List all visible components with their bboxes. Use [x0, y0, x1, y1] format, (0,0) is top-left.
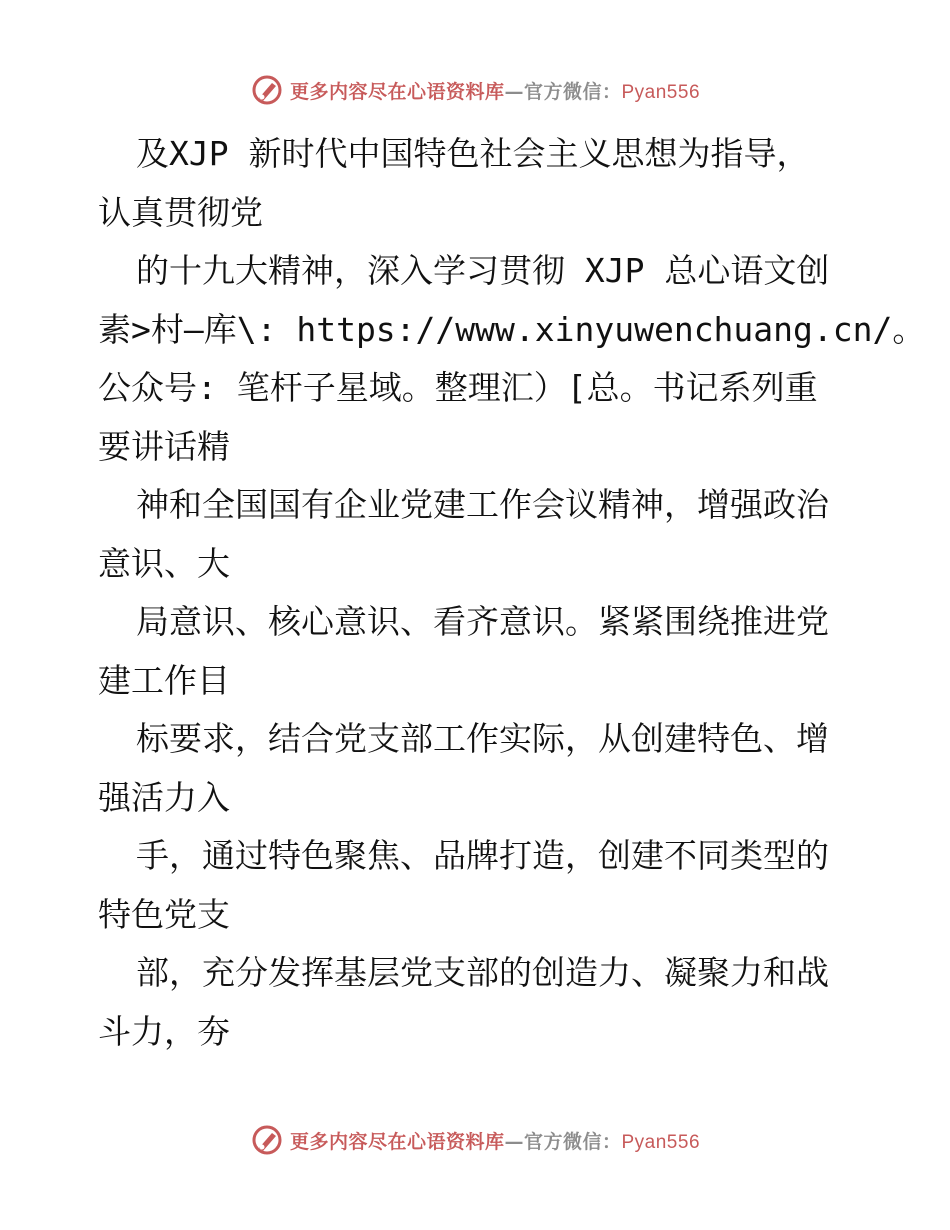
text-line: 公众号: 笔杆子星域。整理汇）[总。书记系列重: [98, 368, 818, 407]
text-line: 及XJP 新时代中国特色社会主义思想为指导，: [136, 134, 810, 173]
text-line: 局意识、核心意识、看齐意识。紧紧围绕推进党: [136, 602, 829, 641]
pen-logo-icon: [250, 1123, 284, 1157]
pen-logo-icon: [250, 73, 284, 107]
text-line: 特色党支: [98, 894, 230, 934]
footer-text: [290, 1127, 700, 1154]
footer-banner: [0, 1120, 950, 1160]
text-line: 标要求，结合党支部工作实际，从创建特色、增: [136, 719, 829, 758]
footer-wechat-id: Pyan556: [621, 1131, 701, 1153]
footer-dash: —: [504, 1130, 524, 1153]
text-line: 意识、大: [98, 543, 230, 583]
text-line: 要讲话精: [98, 426, 230, 466]
document-body: [98, 125, 926, 1061]
header-text: [290, 77, 700, 104]
text-line: 神和全国国有企业党建工作会议精神，增强政治: [136, 485, 829, 524]
text-line: 素>村—库\: https://www.xinyuwenchuang.cn/。: [98, 309, 926, 349]
text-line: 斗力，夯: [98, 1011, 230, 1051]
text-line: 建工作目: [98, 660, 230, 700]
text-line: 的十九大精神，深入学习贯彻 XJP 总心语文创: [136, 251, 830, 290]
text-line: 手，通过特色聚焦、品牌打造，创建不同类型的: [136, 836, 829, 875]
footer-brand: 更多内容尽在心语资料库: [289, 1130, 505, 1153]
text-line: 强活力入: [98, 777, 230, 817]
header-dash: —: [504, 80, 524, 103]
footer-official-label: 官方微信：: [523, 1130, 622, 1153]
header-banner: [0, 70, 950, 110]
header-official-label: 官方微信：: [523, 80, 622, 103]
text-line: 部，充分发挥基层党支部的创造力、凝聚力和战: [136, 953, 829, 992]
text-line: 认真贯彻党: [98, 192, 263, 232]
header-brand: 更多内容尽在心语资料库: [289, 80, 505, 103]
header-wechat-id: Pyan556: [621, 81, 701, 103]
